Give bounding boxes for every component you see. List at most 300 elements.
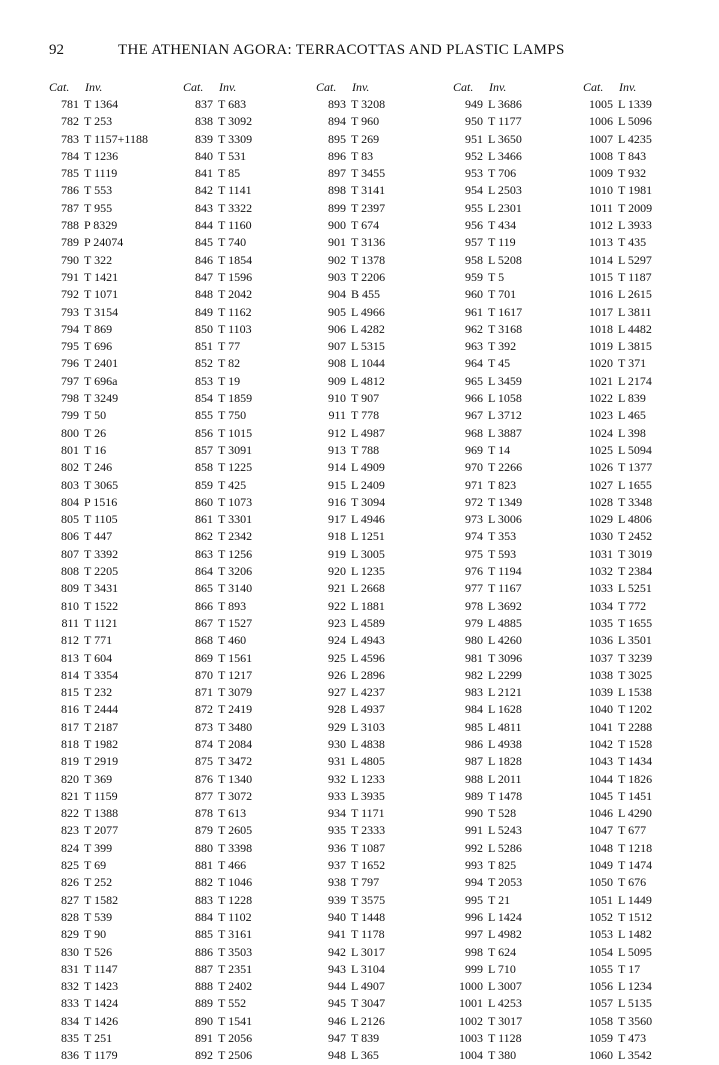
cat-number: 1014 <box>589 252 613 267</box>
cat-number: 953 <box>465 166 483 181</box>
cat-number: 975 <box>465 546 483 561</box>
inv-number: T 119 <box>488 235 516 250</box>
table-row <box>183 234 313 251</box>
inv-number: T 1187 <box>618 269 652 284</box>
cat-number: 848 <box>195 287 213 302</box>
inv-number: T 2333 <box>351 823 386 838</box>
inv-number: T 1364 <box>84 97 119 111</box>
inv-number: T 5 <box>488 269 505 284</box>
table-row <box>583 477 713 494</box>
table-row <box>316 113 446 130</box>
table-row <box>583 511 713 528</box>
cat-number: 1010 <box>589 183 613 198</box>
table-row <box>183 113 313 130</box>
cat-number: 920 <box>328 564 346 579</box>
cat-number: 872 <box>195 702 213 717</box>
cat-number: 880 <box>195 840 213 855</box>
table-row <box>183 217 313 234</box>
table-row <box>453 131 583 148</box>
inv-number: L 839 <box>618 391 646 406</box>
table-row <box>183 442 313 459</box>
inv-number: T 269 <box>351 131 380 146</box>
inv-number: L 4938 <box>488 736 522 751</box>
inv-number: T 82 <box>218 356 241 371</box>
cat-number: 817 <box>61 719 79 734</box>
cat-number: 1019 <box>589 339 613 354</box>
table-column-4 <box>453 80 583 1065</box>
table-row <box>49 1013 179 1030</box>
table-row <box>453 528 583 545</box>
table-row <box>49 304 179 321</box>
inv-number: L 4909 <box>351 460 385 475</box>
cat-number: 960 <box>465 287 483 302</box>
inv-number: T 1981 <box>618 183 653 198</box>
inv-number: T 676 <box>618 875 647 890</box>
inv-number: T 1171 <box>351 806 385 821</box>
inv-number: L 4946 <box>351 512 385 527</box>
cat-number: 813 <box>61 650 79 665</box>
inv-number: T 1159 <box>84 788 118 803</box>
table-row <box>49 511 179 528</box>
inv-number: L 3815 <box>618 339 652 354</box>
cat-number: 853 <box>195 373 213 388</box>
inv-number: T 893 <box>218 598 247 613</box>
table-row <box>49 615 179 632</box>
inv-number: L 1482 <box>618 927 652 942</box>
table-row <box>316 598 446 615</box>
table-row <box>49 822 179 839</box>
inv-number: L 3103 <box>351 719 385 734</box>
table-row <box>453 1030 583 1047</box>
inv-number: T 2402 <box>218 979 253 994</box>
table-row <box>316 580 446 597</box>
inv-number: T 251 <box>84 1031 113 1046</box>
table-row <box>183 1030 313 1047</box>
inv-number: L 4812 <box>351 373 385 388</box>
cat-number: 947 <box>328 1031 346 1046</box>
cat-number: 784 <box>61 148 79 163</box>
inv-number: L 4805 <box>351 754 385 769</box>
inv-number: T 1451 <box>618 788 653 803</box>
table-row <box>453 252 583 269</box>
cat-number: 1055 <box>589 961 613 976</box>
cat-number: 988 <box>465 771 483 786</box>
cat-number: 869 <box>195 650 213 665</box>
inv-number: L 5208 <box>488 252 522 267</box>
inv-number: T 1177 <box>488 114 522 129</box>
cat-number: 822 <box>61 806 79 821</box>
inv-number: T 473 <box>618 1031 647 1046</box>
cat-number: 844 <box>195 218 213 233</box>
table-row <box>453 390 583 407</box>
inv-number: T 3025 <box>618 667 653 682</box>
table-row <box>583 736 713 753</box>
table-row <box>453 857 583 874</box>
cat-number: 958 <box>465 252 483 267</box>
table-row <box>183 131 313 148</box>
table-row <box>583 944 713 961</box>
cat-number: 852 <box>195 356 213 371</box>
table-row <box>316 667 446 684</box>
inv-number: T 2206 <box>351 269 386 284</box>
inv-number: L 4885 <box>488 615 522 630</box>
table-row <box>183 944 313 961</box>
inv-number: L 4290 <box>618 806 652 821</box>
table-row <box>316 494 446 511</box>
inv-number: T 3239 <box>618 650 653 665</box>
table-row <box>49 892 179 909</box>
table-row <box>183 338 313 355</box>
table-row <box>183 355 313 372</box>
inv-number: T 2053 <box>488 875 523 890</box>
cat-number: 1045 <box>589 788 613 803</box>
cat-number: 972 <box>465 494 483 509</box>
cat-number: 818 <box>61 736 79 751</box>
cat-number: 1041 <box>589 719 613 734</box>
table-row <box>583 494 713 511</box>
inv-number: T 1541 <box>218 1013 253 1028</box>
cat-number: 834 <box>61 1013 79 1028</box>
inv-number: T 3472 <box>218 754 253 769</box>
table-row <box>183 304 313 321</box>
table-row <box>183 459 313 476</box>
inv-number: T 17 <box>618 961 641 976</box>
inv-number: T 955 <box>84 200 113 215</box>
cat-number: 874 <box>195 736 213 751</box>
table-row <box>453 269 583 286</box>
table-row <box>49 736 179 753</box>
inv-number: T 528 <box>488 806 517 821</box>
inv-number: T 613 <box>218 806 247 821</box>
cat-number: 785 <box>61 166 79 181</box>
table-row <box>583 252 713 269</box>
cat-number: 1021 <box>589 373 613 388</box>
cat-number: 859 <box>195 477 213 492</box>
table-row <box>316 182 446 199</box>
cat-number: 849 <box>195 304 213 319</box>
table-row <box>583 805 713 822</box>
cat-number: 794 <box>61 321 79 336</box>
inv-number: L 5297 <box>618 252 652 267</box>
cat-number: 985 <box>465 719 483 734</box>
inv-number: L 5135 <box>618 996 652 1011</box>
cat-number: 833 <box>61 996 79 1011</box>
cat-number: 913 <box>328 442 346 457</box>
table-row <box>49 632 179 649</box>
table-row <box>453 771 583 788</box>
cat-number: 1052 <box>589 909 613 924</box>
table-row <box>183 252 313 269</box>
table-row <box>183 1047 313 1064</box>
table-row <box>183 528 313 545</box>
cat-number: 1026 <box>589 460 613 475</box>
inv-number: T 778 <box>351 408 380 423</box>
inv-number: T 399 <box>84 840 113 855</box>
table-row <box>583 131 713 148</box>
cat-number: 1060 <box>589 1048 613 1063</box>
inv-number: T 50 <box>84 408 107 423</box>
cat-number: 878 <box>195 806 213 821</box>
inv-number: T 539 <box>84 909 113 924</box>
cat-number: 987 <box>465 754 483 769</box>
inv-number: L 4282 <box>351 321 385 336</box>
cat-number: 1043 <box>589 754 613 769</box>
inv-number: L 1251 <box>351 529 385 544</box>
table-row <box>583 200 713 217</box>
cat-number: 1030 <box>589 529 613 544</box>
table-row <box>183 684 313 701</box>
concordance-table <box>0 80 719 1063</box>
table-row <box>183 736 313 753</box>
table-row <box>183 407 313 424</box>
inv-number: T 26 <box>84 425 107 440</box>
cat-number: 821 <box>61 788 79 803</box>
cat-number: 965 <box>465 373 483 388</box>
cat-number: 1048 <box>589 840 613 855</box>
cat-number: 787 <box>61 200 79 215</box>
inv-number: T 1561 <box>218 650 253 665</box>
cat-number: 879 <box>195 823 213 838</box>
inv-number: L 3104 <box>351 961 385 976</box>
inv-number: T 1073 <box>218 494 253 509</box>
inv-number: T 552 <box>218 996 247 1011</box>
inv-number: T 1102 <box>218 909 252 924</box>
table-row <box>316 355 446 372</box>
header-cat-label: Cat. <box>49 80 70 94</box>
cat-number: 907 <box>328 339 346 354</box>
inv-number: T 1046 <box>218 875 253 890</box>
inv-number: T 3309 <box>218 131 253 146</box>
table-row <box>316 944 446 961</box>
inv-number: T 90 <box>84 927 107 942</box>
cat-number: 915 <box>328 477 346 492</box>
inv-number: L 4811 <box>488 719 522 734</box>
cat-number: 827 <box>61 892 79 907</box>
cat-number: 860 <box>195 494 213 509</box>
table-row <box>583 753 713 770</box>
table-row <box>316 373 446 390</box>
inv-number: T 253 <box>84 114 113 129</box>
cat-number: 865 <box>195 581 213 596</box>
cat-number: 1015 <box>589 269 613 284</box>
inv-number: T 45 <box>488 356 511 371</box>
inv-number: T 3091 <box>218 442 253 457</box>
table-row <box>583 286 713 303</box>
cat-number: 934 <box>328 806 346 821</box>
table-row <box>453 477 583 494</box>
cat-number: 928 <box>328 702 346 717</box>
inv-number: T 460 <box>218 633 247 648</box>
cat-number: 1049 <box>589 858 613 873</box>
inv-number: B 455 <box>351 287 381 302</box>
cat-number: 812 <box>61 633 79 648</box>
table-row <box>49 459 179 476</box>
table-row <box>183 788 313 805</box>
inv-number: T 593 <box>488 546 517 561</box>
cat-number: 948 <box>328 1048 346 1063</box>
table-row <box>453 217 583 234</box>
inv-number: L 3650 <box>488 131 522 146</box>
cat-number: 996 <box>465 909 483 924</box>
cat-number: 1012 <box>589 218 613 233</box>
cat-number: 951 <box>465 131 483 146</box>
inv-number: T 466 <box>218 858 247 873</box>
inv-number: T 960 <box>351 114 380 129</box>
table-row <box>583 148 713 165</box>
cat-number: 847 <box>195 269 213 284</box>
inv-number: L 4589 <box>351 615 385 630</box>
table-row <box>316 840 446 857</box>
cat-number: 994 <box>465 875 483 890</box>
table-row <box>183 805 313 822</box>
cat-number: 1003 <box>459 1031 483 1046</box>
cat-number: 832 <box>61 979 79 994</box>
cat-number: 933 <box>328 788 346 803</box>
table-row <box>316 719 446 736</box>
header-cat-label: Cat. <box>583 80 604 94</box>
cat-number: 1059 <box>589 1031 613 1046</box>
inv-number: T 2605 <box>218 823 253 838</box>
cat-number: 798 <box>61 391 79 406</box>
cat-number: 839 <box>195 131 213 146</box>
table-row <box>49 840 179 857</box>
cat-number: 829 <box>61 927 79 942</box>
inv-number: T 1256 <box>218 546 253 561</box>
table-row <box>583 425 713 442</box>
table-row <box>183 269 313 286</box>
table-row <box>316 96 446 113</box>
page-number: 92 <box>49 42 64 58</box>
cat-number: 944 <box>328 979 346 994</box>
cat-number: 825 <box>61 858 79 873</box>
inv-number: L 2409 <box>351 477 385 492</box>
cat-number: 991 <box>465 823 483 838</box>
inv-number: T 1225 <box>218 460 253 475</box>
table-row <box>583 459 713 476</box>
table-row <box>49 269 179 286</box>
cat-number: 910 <box>328 391 346 406</box>
table-row <box>49 598 179 615</box>
table-row <box>453 961 583 978</box>
cat-number: 884 <box>195 909 213 924</box>
cat-number: 842 <box>195 183 213 198</box>
cat-number: 978 <box>465 598 483 613</box>
inv-number: T 1103 <box>218 321 252 336</box>
cat-number: 962 <box>465 321 483 336</box>
cat-number: 917 <box>328 512 346 527</box>
table-row <box>583 165 713 182</box>
table-row <box>316 528 446 545</box>
cat-number: 1033 <box>589 581 613 596</box>
inv-number: T 3575 <box>351 892 386 907</box>
table-row <box>453 563 583 580</box>
inv-number: T 526 <box>84 944 113 959</box>
inv-number: T 246 <box>84 460 113 475</box>
cat-number: 797 <box>61 373 79 388</box>
inv-number: T 683 <box>218 97 247 111</box>
table-row <box>453 148 583 165</box>
cat-number: 1013 <box>589 235 613 250</box>
inv-number: T 1071 <box>84 287 119 302</box>
table-row <box>453 321 583 338</box>
table-row <box>583 892 713 909</box>
inv-number: T 843 <box>618 148 647 163</box>
running-title: THE ATHENIAN AGORA: TERRACOTTAS AND PLASTIC LAMPS <box>118 42 565 58</box>
table-row <box>49 753 179 770</box>
cat-number: 908 <box>328 356 346 371</box>
inv-number: L 3017 <box>351 944 385 959</box>
inv-number: T 232 <box>84 685 113 700</box>
table-row <box>453 425 583 442</box>
table-row <box>316 892 446 909</box>
inv-number: L 2896 <box>351 667 385 682</box>
inv-number: T 2419 <box>218 702 253 717</box>
inv-number: L 4806 <box>618 512 652 527</box>
cat-number: 940 <box>328 909 346 924</box>
inv-number: T 553 <box>84 183 113 198</box>
table-row <box>583 563 713 580</box>
table-row <box>453 165 583 182</box>
table-row <box>49 667 179 684</box>
cat-number: 791 <box>61 269 79 284</box>
cat-number: 792 <box>61 287 79 302</box>
table-row <box>49 252 179 269</box>
cat-number: 1034 <box>589 598 613 613</box>
inv-number: T 1421 <box>84 269 119 284</box>
inv-number: T 3017 <box>488 1013 523 1028</box>
inv-number: T 825 <box>488 858 517 873</box>
cat-number: 855 <box>195 408 213 423</box>
cat-number: 1020 <box>589 356 613 371</box>
cat-number: 893 <box>328 97 346 111</box>
table-row <box>183 667 313 684</box>
cat-number: 811 <box>61 615 79 630</box>
inv-number: T 1202 <box>618 702 653 717</box>
cat-number: 891 <box>195 1031 213 1046</box>
inv-number: L 3006 <box>488 512 522 527</box>
cat-number: 961 <box>465 304 483 319</box>
column-header <box>183 80 313 96</box>
cat-number: 939 <box>328 892 346 907</box>
inv-number: L 5251 <box>618 581 652 596</box>
table-row <box>453 442 583 459</box>
table-row <box>183 494 313 511</box>
inv-number: T 1194 <box>488 564 522 579</box>
table-row <box>183 701 313 718</box>
cat-number: 981 <box>465 650 483 665</box>
table-row <box>183 546 313 563</box>
table-row <box>453 840 583 857</box>
inv-number: T 1119 <box>84 166 118 181</box>
inv-number: T 696a <box>84 373 118 388</box>
inv-number: T 3301 <box>218 512 253 527</box>
table-row <box>183 995 313 1012</box>
inv-number: T 797 <box>351 875 380 890</box>
cat-number: 809 <box>61 581 79 596</box>
cat-number: 803 <box>61 477 79 492</box>
inv-number: T 1015 <box>218 425 253 440</box>
inv-number: T 2351 <box>218 961 253 976</box>
column-header <box>49 80 179 96</box>
cat-number: 814 <box>61 667 79 682</box>
cat-number: 931 <box>328 754 346 769</box>
cat-number: 826 <box>61 875 79 890</box>
table-row <box>316 546 446 563</box>
inv-number: L 3887 <box>488 425 522 440</box>
inv-number: L 4260 <box>488 633 522 648</box>
cat-number: 974 <box>465 529 483 544</box>
inv-number: L 4937 <box>351 702 385 717</box>
